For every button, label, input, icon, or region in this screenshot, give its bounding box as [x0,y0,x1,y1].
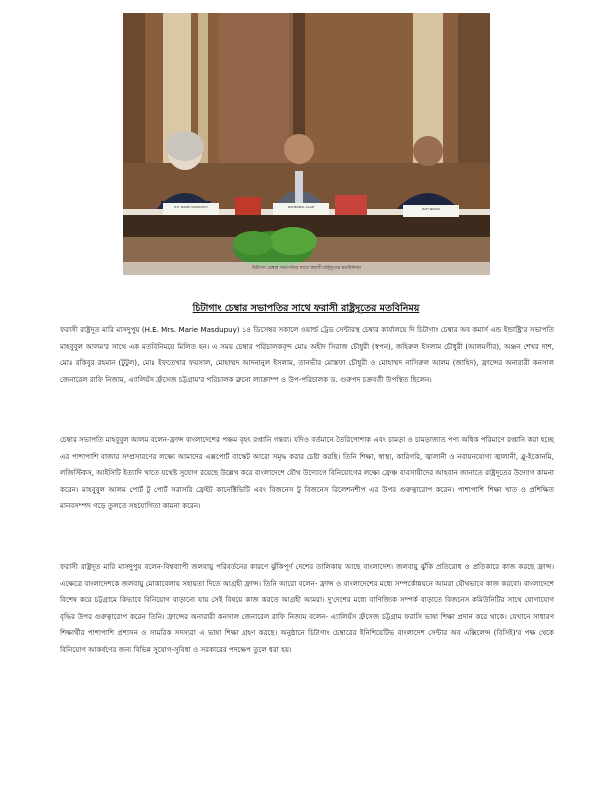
photo-caption: চিটাগাং চেম্বার সভাপতির সাথে ফরাসী রাষ্ট্রদূতের মতবিনিময় [123,262,490,275]
article-paragraph-3: ফরাসী রাষ্ট্রদূত মারি মাসদুপুয় বলেন-বিশ্বব্যাপী জলবায়ু পরিবর্তনের কারণে ঝুঁকিপূর্ণ দেশের তালিকায় আছে বাংলাদেশ। জলবায়ু ঝুঁকি প্রতিরোধ ও প্রতিকারে কাজ করছে ফ্রান্স। এক্ষেত্রে বাংলাদেশকে জলবায়ু মোকাবেলায় সহায়তা দিতে আগ্রহী ফ্রান্স। তিনি আরো বলেন- ফ্রান্স ও বাংলাদেশের মধ্যে সম্পর্কোন্নয়নে আমরা যৌথভাবে কাজ করবো। বাংলাদেশে বিশেষ করে চট্টগ্রামে কিভাবে বিনিয়োগ বাড়ানো যায় সেই বিষয়ে কাজ করতে আগ্রহী আমরা। দু'দেশের মধ্যে বাণিজ্যিক সম্পর্ক বাড়াতে বিজনেস কমিউনিটির সাথে যোগাযোগ বৃদ্ধির উপর গুরুত্বারোপ করেন তিনি। ফ্রান্সের অনারারী কনসাল জেনারেল রাফি নিজাম বলেন- এ্যালিয়ঁস ফ্রঁসেজ চট্টগ্রাম ফরাসি ভাষা শিক্ষা প্রদান করে থাকে। যেখানে সাধারণ শিক্ষার্থীর পাশাপাশি প্রশাসন ও সামরিক সদস্যরা এ ভাষা শিক্ষা গ্রহণ করছে। অনুষ্ঠানে চিটাগাং চেম্বারের ইনিশিয়েটিভ বাংলাদেশ সেন্টার অব এক্সিলেন্স (বিসিই)'র পক্ষ থেকে বিনিয়োগ আকর্ষণের জন্য বিভিন্ন সুযোগ-সুবিধা ও সরকারের পদক্ষেপ তুলে ধরা হয়। [60,562,554,654]
article-headline: চিটাগাং চেম্বার সভাপতির সাথে ফরাসী রাষ্ট্রদূতের মতবিনিময় [192,303,420,314]
nameplate-masdupuy: H.E. MARIE MASDUPUY [173,205,209,209]
meeting-photo-illustration [123,13,490,275]
meeting-photo [123,13,490,275]
article-paragraph-2: চেম্বার সভাপতি মাহবুবুল আলম বলেন-ফ্রান্স বাংলাদেশের পঞ্চম বৃহৎ রপ্তানি গন্তব্য। যদিও বর্তমানে তৈরিপোশাক এবং চামড়া ও চামড়াজাত পণ্য অধিক পরিমাণে রপ্তানি করা হচ্ছে এর পাশাপাশি বাজার সম্প্রসারণের লক্ষ্যে আমাদের এক্সপোর্ট বাস্কেট আরো সমৃদ্ধ করার চেষ্টা করছি। তিনি শিক্ষা, স্বাস্থ্য, কারিগরি, জ্বালানী ও নবায়নযোগ্য জ্বালানী, ব্লু-ইকোনমি, লজিস্টিকস, আইসিটি ইত্যাদি খাতে যথেষ্ট সুযোগ রয়েছে উল্লেখ করে বাংলাদেশে যৌথ উদ্যোগে বিনিয়োগের লক্ষ্যে ফ্রেঞ্চ ব্যবসায়ীদের আহবান জানাতে রাষ্ট্রদূতের উদ্যোগ কামনা করেন। মাহবুবুল আলম পোর্ট টু পোর্ট সরাসরি ফ্রেইট কানেক্টিভিটি এবং বিজনেস টু বিজনেস রিলেশনশীপ এর উপর গুরুত্বারোপ করেন। পাশাপাশি শিক্ষা খাত ও প্রশিক্ষিত মানবসম্পদ গড়ে তুলতে সহযোগিতা কামনা করেন। [60,435,554,511]
nameplate-alam: MAHBUBUL ALAM [287,205,315,209]
article-paragraph-1: ফরাসী রাষ্ট্রদূত মারি মাসদুপুয় (H.E. Mrs. Marie Masdupuy) ১৪ ডিসেম্বর সকালে ওয়ার্ল্ড ট্রেড সেন্টারস্থ চেম্বার কার্যালয়ে দি চিটাগাং চেম্বার অব কমার্স এন্ড ইন্ডাষ্ট্রি'র সভাপতি মাহবুবুল আলম'র সাথে এক মতবিনিময়ে মিলিত হন। এ সময় চেম্বার পরিচালকবৃন্দ মোঃ অহীদ সিরাজ চৌধুরী (স্বপন), জহিরুল ইসলাম চৌধুরী (আলমগীর), অঞ্জন শেখর দাশ, মোঃ রকিবুর রহমান (টুটুল), মোঃ ইফতেখার ফয়সাল, মোহাম্মদ আদনানুল ইসলাম, তানভীর মোস্তফা চৌধুরী ও মোহাম্মদ নাসিরুল আলম (জাহিদ), ফ্রান্সের অনারারী কনসাল জেনারেল রাফি নিজাম, এ্যালিয়ঁস ফ্রঁসেজ চট্টগ্রাম'র পরিচালক ব্রুনো ল্যাক্রাম্প ও উপ-পরিচালক ড. গুরুপদ চক্রবর্তী উপস্থিত ছিলেন। [60,325,554,384]
nameplate-nizam: RAFI NIZAM [422,207,440,211]
